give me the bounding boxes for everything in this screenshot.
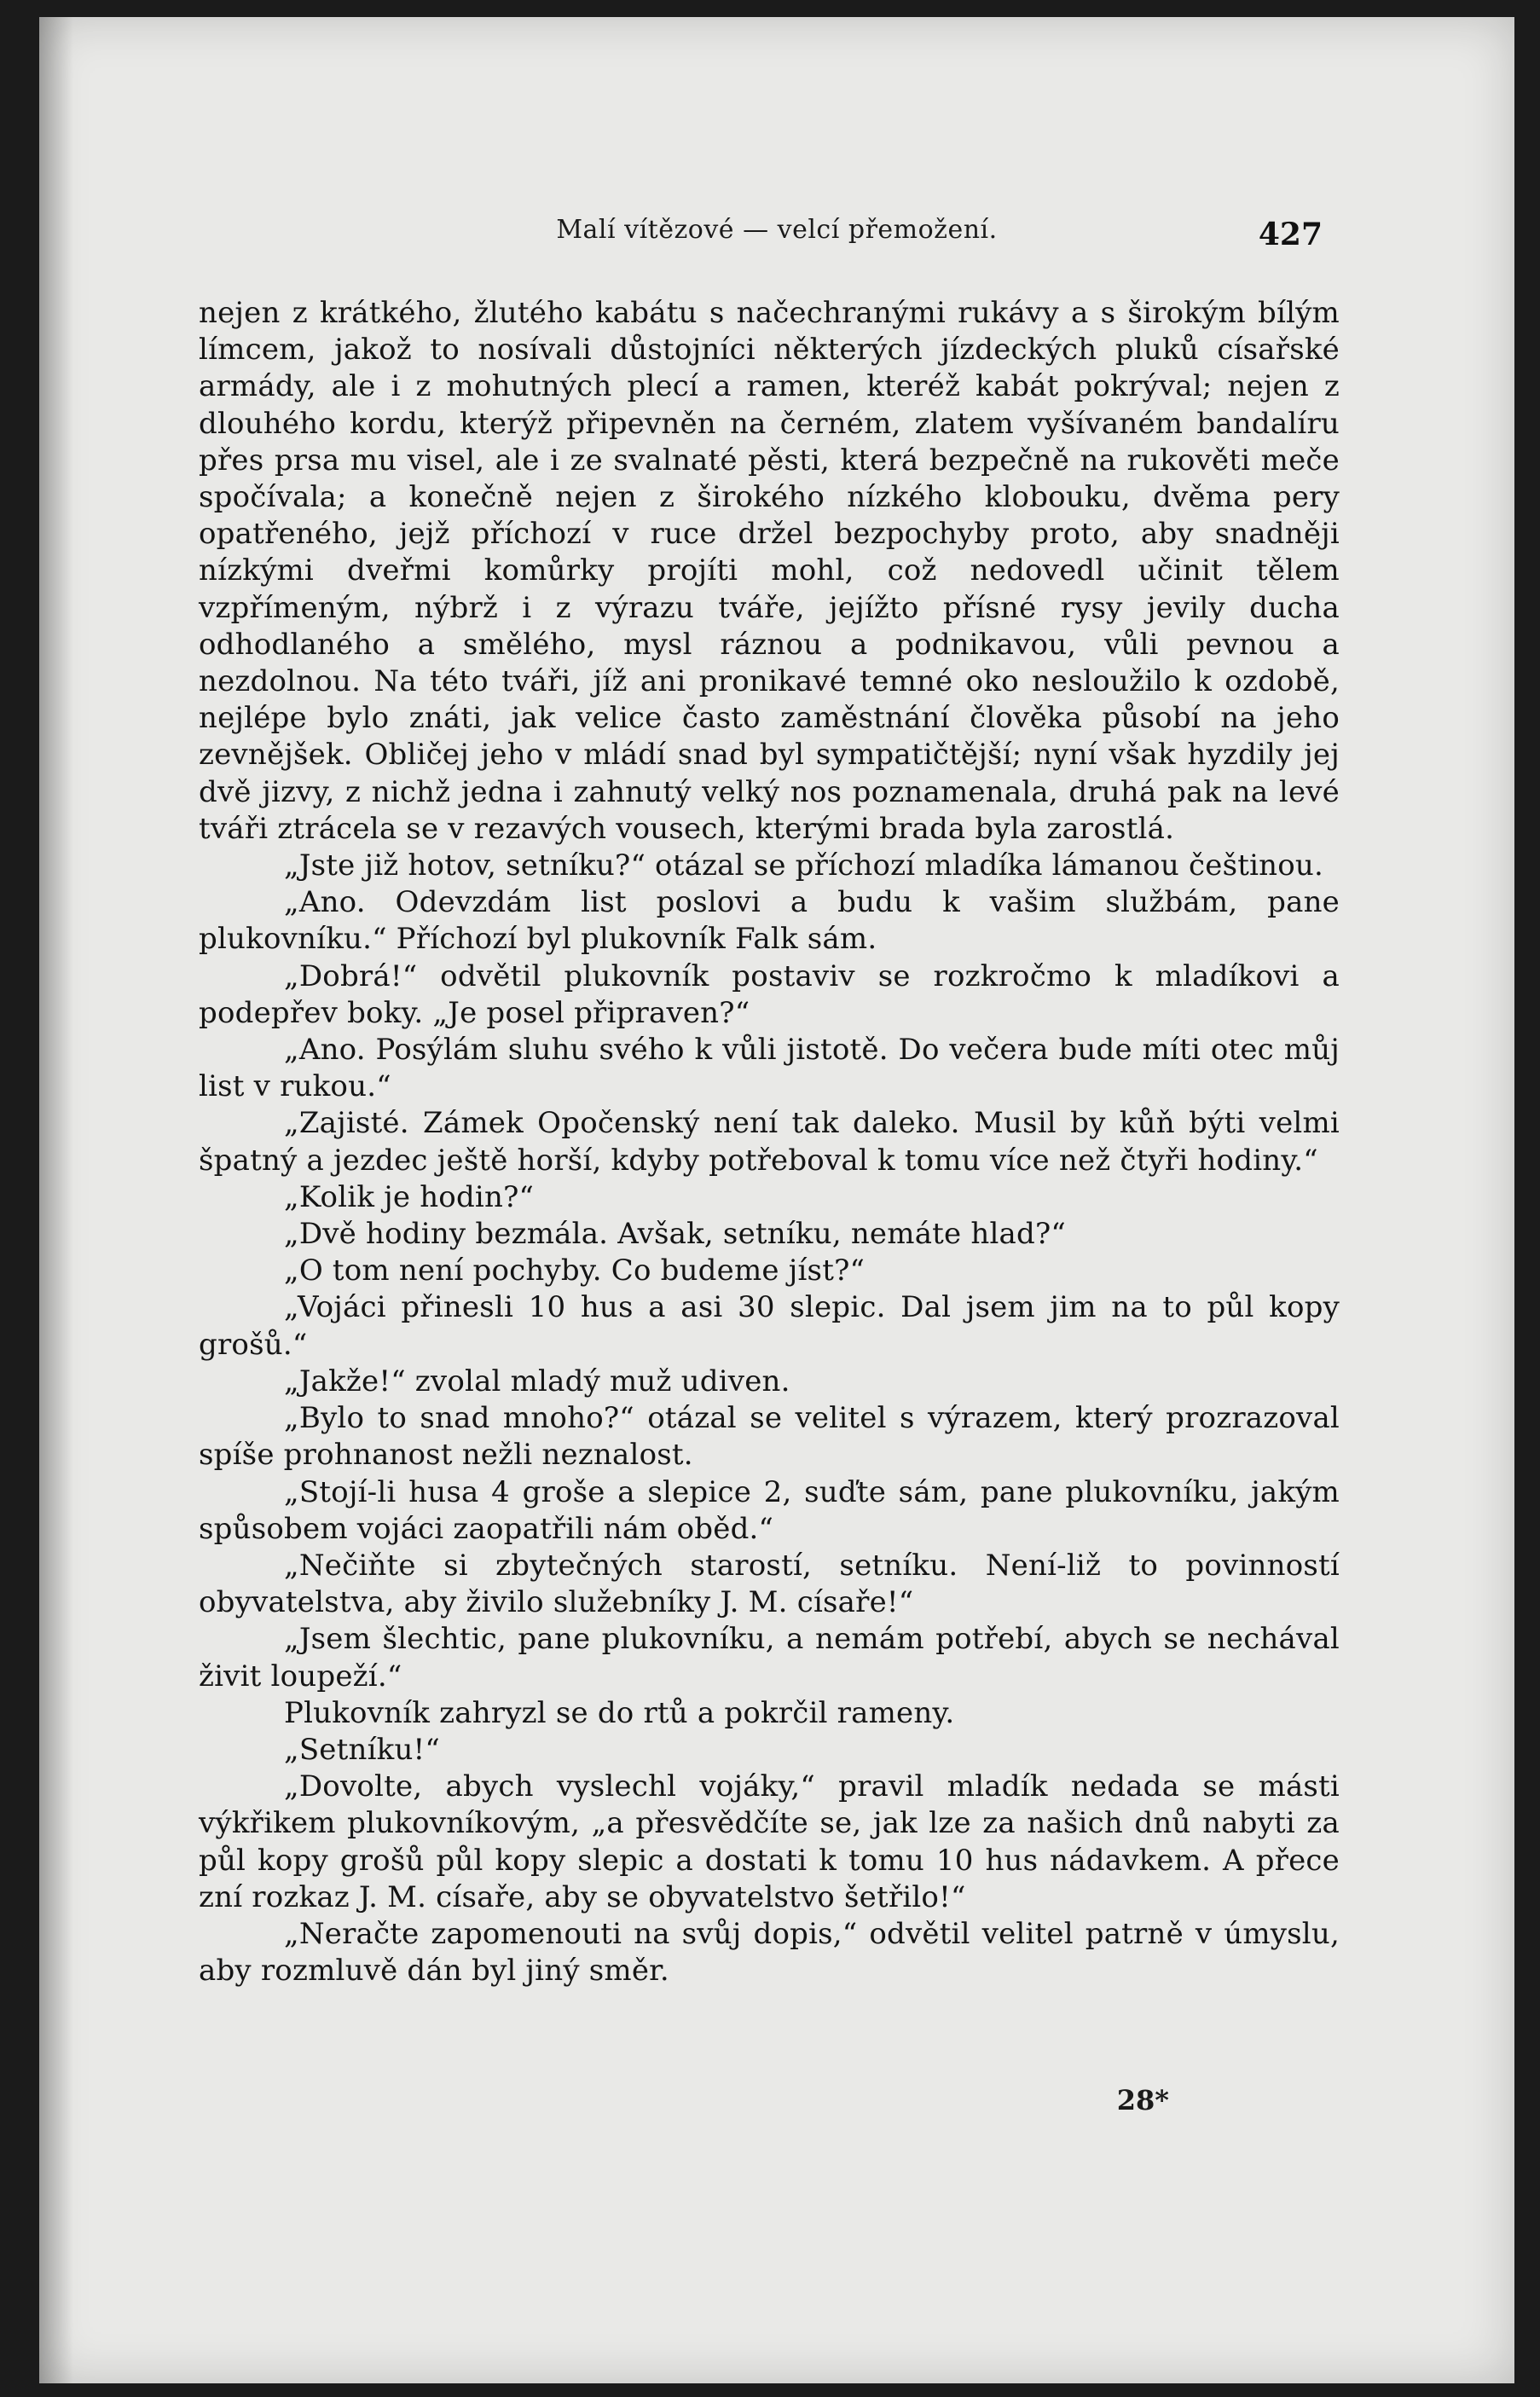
paragraph: „Setníku!“ [284,1732,441,1767]
paragraph: „Bylo to snad mnoho?“ otázal se velitel s výrazem, který prozrazoval spíše prohnanost nežli neznalost. [199,1401,1340,1473]
paragraph: „Jsem šlechtic, pane plukovníku, a nemám potřebí, abych se nechával živit loupeží.“ [199,1622,1340,1694]
page-edge-shadow [39,17,73,2383]
paragraph: nejen z krátkého, žlutého kabátu s načechranými rukávy a s širokým bílým límcem, jakož to nosívali důstojníci některých jízdeckých pluků císařské armády, ale i z mohutných plecí a ramen, kteréž kabát pokrýval; nejen z dlouhého kordu, kterýž připevněn na černém, zlatem vyšívaném bandalíru přes prsa mu visel, ale i ze svalnaté pěsti, která bezpečně na rukověti meče spočívala; a konečně nejen z širokého nízkého klobouku, dvěma pery opatřeného, jejž příchozí v ruce držel bezpochyby proto, aby snadněji nízkými dveřmi komůrky projíti mohl, což nedovedl učinit tělem vzpřímeným, nýbrž i z výrazu tváře, jejížto přísné rysy jevily ducha odhodlaného a smělého, mysl ráznou a podnikavou, vůli pevnou a nezdolnou. Na této tváři, jíž ani pronikavé temné oko nesloužilo k ozdobě, nejlépe bylo znáti, jak velice často zaměstnání člověka působí na jeho zevnějšek. Obličej jeho v mládí snad byl sympatičtější; nyní však hyzdily jej dvě jizvy, z nichž jedna i zahnutý velký nos poznamenala, druhá pak na levé tváři ztrácela se v rezavých vousech, kterými brada byla zarostlá. [199,296,1340,846]
paragraph: „Ano. Posýlám sluhu svého k vůli jistotě. Do večera bude míti otec můj list v rukou.“ [199,1033,1340,1104]
paragraph: „Vojáci přinesli 10 hus a asi 30 slepic. Dal jsem jim na to půl kopy grošů.“ [199,1290,1340,1362]
paragraph: „Neračte zapomenouti na svůj dopis,“ odvětil velitel patrně v úmyslu, aby rozmluvě dán byl jiný směr. [199,1916,1340,1989]
paragraph: „Kolik je hodin?“ [284,1179,535,1214]
paragraph: „Jste již hotov, setníku?“ otázal se příchozí mladíka lámanou češtinou. [284,848,1324,883]
signature-mark: 28* [1116,2084,1169,2116]
book-page [39,17,1514,2383]
running-title: Malí vítězové — velcí přemožení. [556,215,998,245]
paragraph: „Zajisté. Zámek Opočenský není tak daleko. Musil by kůň býti velmi špatný a jezdec ještě horší, kdyby potřeboval k tomu více než čtyři hodiny.“ [199,1106,1340,1178]
page-header [39,215,1514,258]
page-number: 427 [1258,217,1323,252]
paragraph: „O tom není pochyby. Co budeme jíst?“ [284,1254,866,1288]
paragraph: „Dovolte, abych vyslechl vojáky,“ pravil mladík nedada se másti výkřikem plukovníkovým, „a přesvědčíte se, jak lze za našich dnů nabyti za půl kopy grošů půl kopy slepic a dostati k tomu 10 hus nádavkem. A přece zní rozkaz J. M. císaře, aby se obyvatelstvo šetřilo!“ [199,1769,1340,1914]
body-text [199,295,1340,1989]
paragraph: „Jakže!“ zvolal mladý muž udiven. [284,1364,790,1398]
paragraph: „Nečiňte si zbytečných starostí, setníku. Není-liž to povinností obyvatelstva, aby živilo služebníky J. M. císaře!“ [199,1548,1340,1620]
paragraph: „Dvě hodiny bezmála. Avšak, setníku, nemáte hlad?“ [284,1217,1066,1252]
paragraph: „Ano. Odevzdám list poslovi a budu k vašim službám, pane plukovníku.“ Příchozí byl plukovník Falk sám. [199,885,1340,957]
paragraph: Plukovník zahryzl se do rtů a pokrčil rameny. [284,1695,955,1730]
paragraph: „Stojí-li husa 4 groše a slepice 2, suďte sám, pane plukovníku, jakým spůsobem vojáci zaopatřili nám oběd.“ [199,1474,1340,1546]
paragraph: „Dobrá!“ odvětil plukovník postaviv se rozkročmo k mladíkovi a podepřev boky. „Je posel připraven?“ [199,958,1340,1030]
